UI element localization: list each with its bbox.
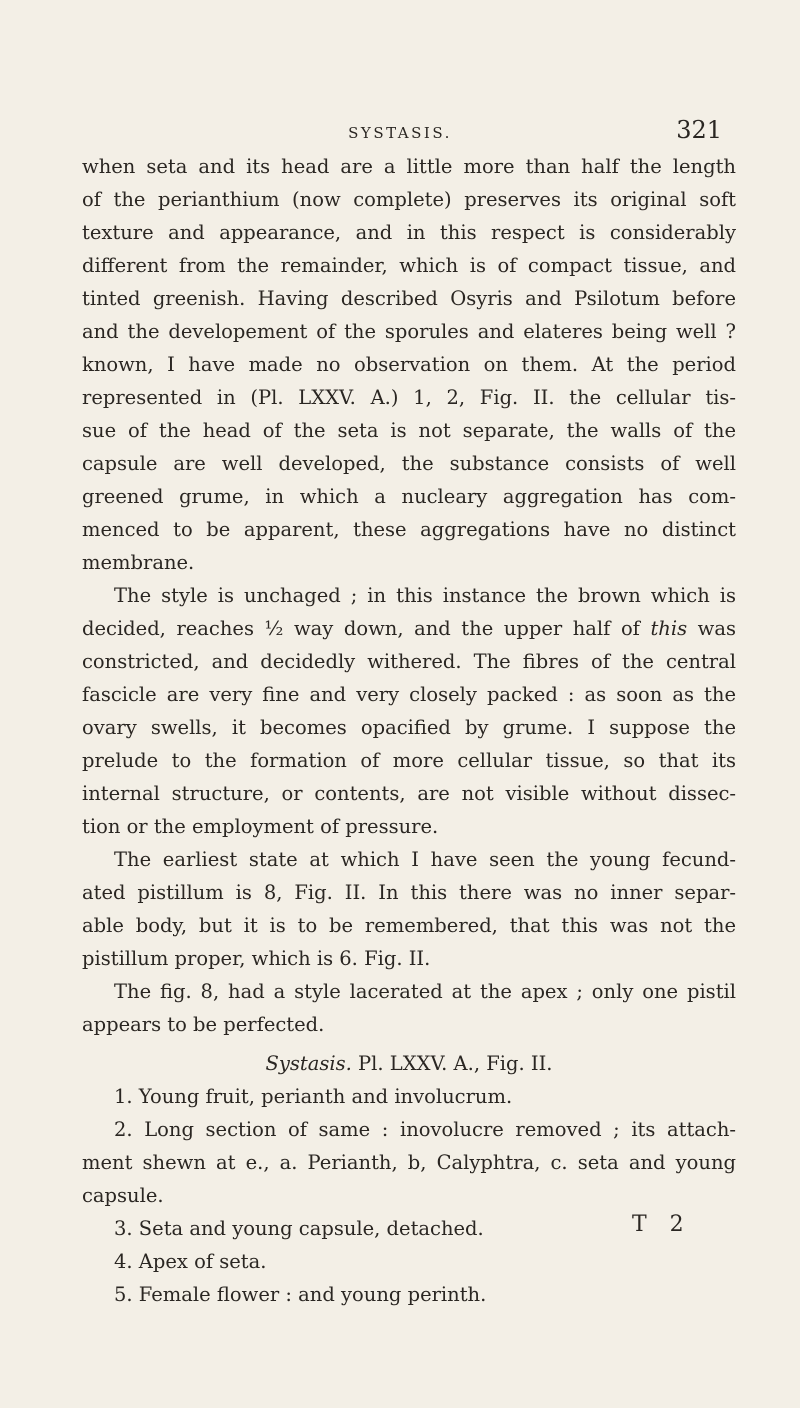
caption-item: 4. Apex of seta. <box>114 1250 267 1273</box>
text-line: constricted, and decidedly withered. The fibres of the central <box>82 650 736 673</box>
caption-title <box>82 1047 736 1080</box>
caption-title-italic: Systasis. <box>265 1052 352 1075</box>
paragraph-3 <box>82 843 736 975</box>
text-line: prelude to the formation of more cellular tissue, so that its <box>82 749 736 772</box>
caption-item: ment shewn at e., a. Perianth, b, Calyphtra, c. seta and young <box>82 1151 736 1174</box>
text-line: fascicle are very fine and very closely packed : as soon as the <box>82 683 736 706</box>
text-line: membrane. <box>82 551 195 574</box>
text-line: represented in (Pl. LXXV. A.) 1, 2, Fig. II. the cellular tis- <box>82 386 736 409</box>
text-line: menced to be apparent, these aggregations have no distinct <box>82 518 736 541</box>
caption-item: 2. Long section of same : inovolucre removed ; its attach- <box>114 1118 736 1141</box>
text-line: texture and appearance, and in this respect is considerably <box>82 221 736 244</box>
text-line: tion or the employment of pressure. <box>82 815 439 838</box>
italic-word: this <box>650 617 688 640</box>
running-title: SYSTASIS. <box>348 124 452 142</box>
plate-caption <box>82 1047 736 1311</box>
caption-title-rest: Pl. LXXV. A., Fig. II. <box>358 1052 553 1075</box>
text-line: known, I have made no observation on them. At the period <box>82 353 736 376</box>
caption-item: 1. Young fruit, perianth and involucrum. <box>114 1085 513 1108</box>
text-line: appears to be perfected. <box>82 1013 325 1036</box>
text-line: different from the remainder, which is of compact tissue, and <box>82 254 736 277</box>
paragraph-1 <box>82 150 736 579</box>
text-run: was <box>697 617 736 640</box>
text-line: greened grume, in which a nucleary aggregation has com- <box>82 485 736 508</box>
text-line: and the developement of the sporules and elateres being well ? <box>82 320 736 343</box>
text-line: The style is unchaged ; in this instance the brown which is <box>114 584 736 607</box>
text-line: capsule are well developed, the substance consists of well <box>82 452 736 475</box>
caption-item: 3. Seta and young capsule, detached. <box>114 1217 484 1240</box>
text-line-with-italic <box>82 612 736 645</box>
text-line: pistillum proper, which is 6. Fig. II. <box>82 947 431 970</box>
page-number: 321 <box>676 116 722 144</box>
text-line: tinted greenish. Having described Osyris and Psilotum before <box>82 287 736 310</box>
text-line: of the perianthium (now complete) preserves its original soft <box>82 188 736 211</box>
text-line: sue of the head of the seta is not separate, the walls of the <box>82 419 736 442</box>
text-run: decided, reaches ½ way down, and the upper half of <box>82 617 640 640</box>
text-line: when seta and its head are a little more than half the length <box>82 155 736 178</box>
text-line: The earliest state at which I have seen the young fecund- <box>114 848 736 871</box>
paragraph-2 <box>82 579 736 843</box>
signature-mark: T 2 <box>632 1212 692 1237</box>
body-text <box>82 150 736 1311</box>
text-line: The fig. 8, had a style lacerated at the apex ; only one pistil <box>114 980 736 1003</box>
text-line: ated pistillum is 8, Fig. II. In this there was no inner separ- <box>82 881 736 904</box>
caption-item: 5. Female flower : and young perinth. <box>114 1283 487 1306</box>
running-head <box>0 116 800 146</box>
text-line: able body, but it is to be remembered, that this was not the <box>82 914 736 937</box>
text-line: ovary swells, it becomes opacified by grume. I suppose the <box>82 716 736 739</box>
paragraph-4 <box>82 975 736 1041</box>
caption-item: capsule. <box>82 1184 164 1207</box>
text-line: internal structure, or contents, are not visible without dissec- <box>82 782 736 805</box>
